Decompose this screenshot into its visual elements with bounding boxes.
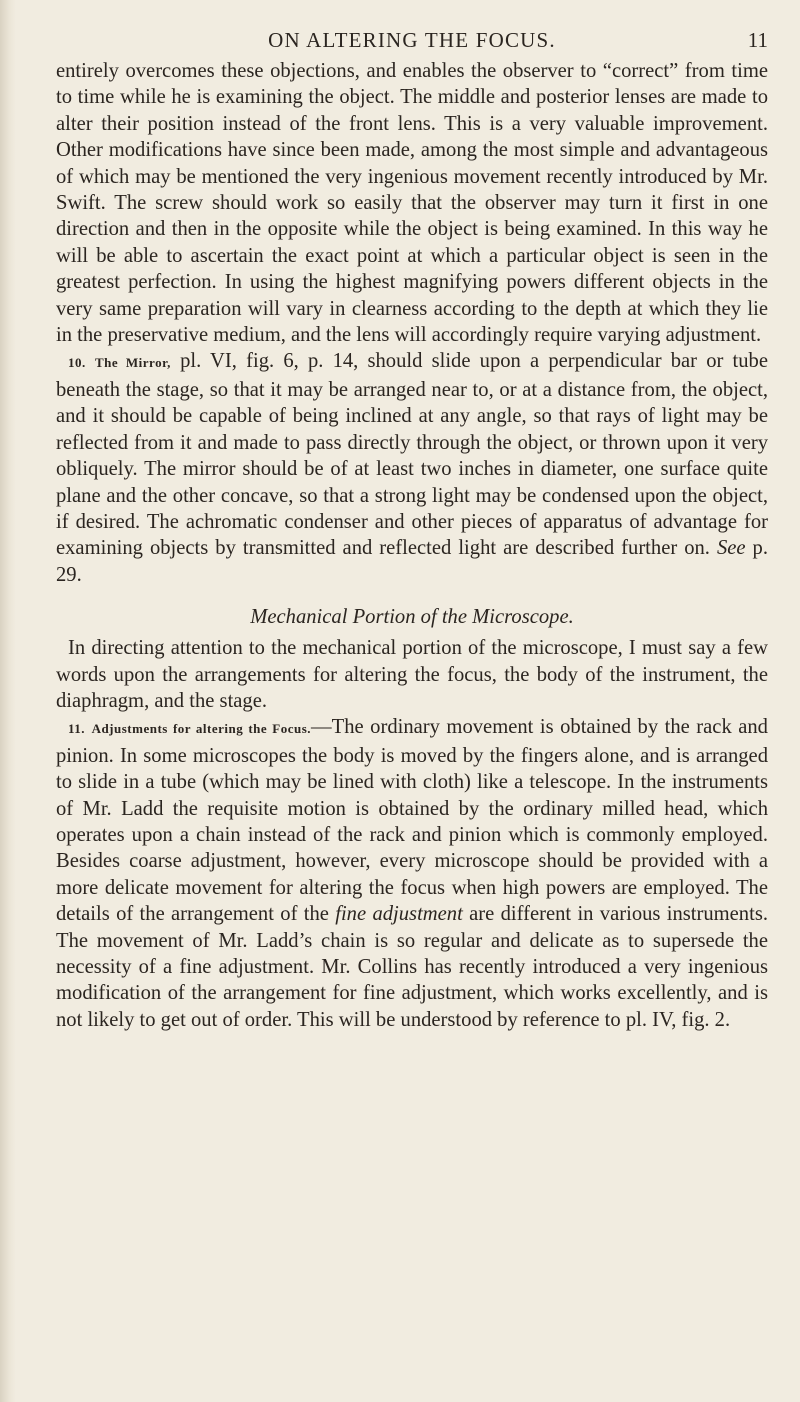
page-number: 11 [747, 28, 768, 52]
italic-term: fine adjustment [335, 903, 463, 926]
section-heading: Adjustments for altering the Focus. [91, 721, 312, 737]
page-gutter-shadow [0, 0, 16, 1402]
see-reference: See [716, 537, 746, 560]
paragraph-text-tail: p. 29. [56, 537, 769, 586]
section-heading: The Mirror, [94, 355, 171, 371]
running-title: ON ALTERING THE FOCUS. [268, 28, 556, 52]
section-number: 10. [68, 355, 86, 371]
paragraph-text-tail: are different in various instruments. The movement of Mr. Ladd’s chain is so regular and delicate as to supersede the necessity of a fine adjustment. Mr. Collins has recently introduced a very ingenious modification of the arrangement for fine adjustment, which works excellently, and is not likely to get out of order. This will be understood by reference to pl. IV, fig. 2. [56, 903, 768, 1031]
paragraph-continuation: entirely overcomes these objections, and enables the observer to “correct” from time to time while he is examining the object. The middle and posterior lenses are made to alter their position instead of the front lens. This is a very valuable improvement. Other modifications have since been made, among the most simple and advantageous of which may be mentioned the very ingenious movement recently introduced by Mr. Swift. The screw should work so easily that the observer may turn it first in one direction and then in the opposite while the object is being examined. In this way he will be able to ascertain the exact point at which a particular object is seen in the greatest perfection. In using the highest magnifying powers different objects in the very same preparation will vary in clearness according to the depth at which they lie in the preservative medium, and the lens will accordingly require varying adjustment. [56, 60, 768, 347]
running-head [56, 0, 768, 58]
paragraph-mirror [56, 348, 768, 588]
paragraph-text: pl. VI, fig. 6, p. 14, should slide upon a perpendicular bar or tube beneath the stage, so that it may be arranged near to, or at a distance from, the object, and it should be capable of being inclined at any angle, so that rays of light may be reflected from it and made to pass directly through the object, or thrown upon it very obliquely. The mirror should be of at least two inches in diameter, one surface quite plane and the other concave, so that a strong light may be condensed upon the object, if desired. The achromatic condenser and other pieces of apparatus of advantage for examining objects by transmitted and reflected light are described further on. [56, 350, 768, 560]
paragraph-adjustments [56, 714, 768, 1033]
section-number: 11. [68, 721, 86, 737]
section-subheading: Mechanical Portion of the Microscope. [250, 606, 574, 629]
book-page [56, 0, 768, 1033]
paragraph-text: —The ordinary movement is obtained by the rack and pinion. In some microscopes the body is moved by the fingers alone, and is arranged to slide in a tube (which may be lined with cloth) like a telescope. In the instruments of Mr. Ladd the requisite motion is obtained by the ordinary milled head, which operates upon a chain instead of the rack and pinion which is commonly employed. Besides coarse adjustment, however, every microscope should be provided with a more delicate movement for altering the focus when high powers are employed. The details of the arrangement of the [56, 716, 768, 926]
paragraph-mechanical-intro: In directing attention to the mechanical portion of the microscope, I must say a few words upon the arrangements for altering the focus, the body of the instrument, the diaphragm, and the stage. [56, 637, 768, 712]
